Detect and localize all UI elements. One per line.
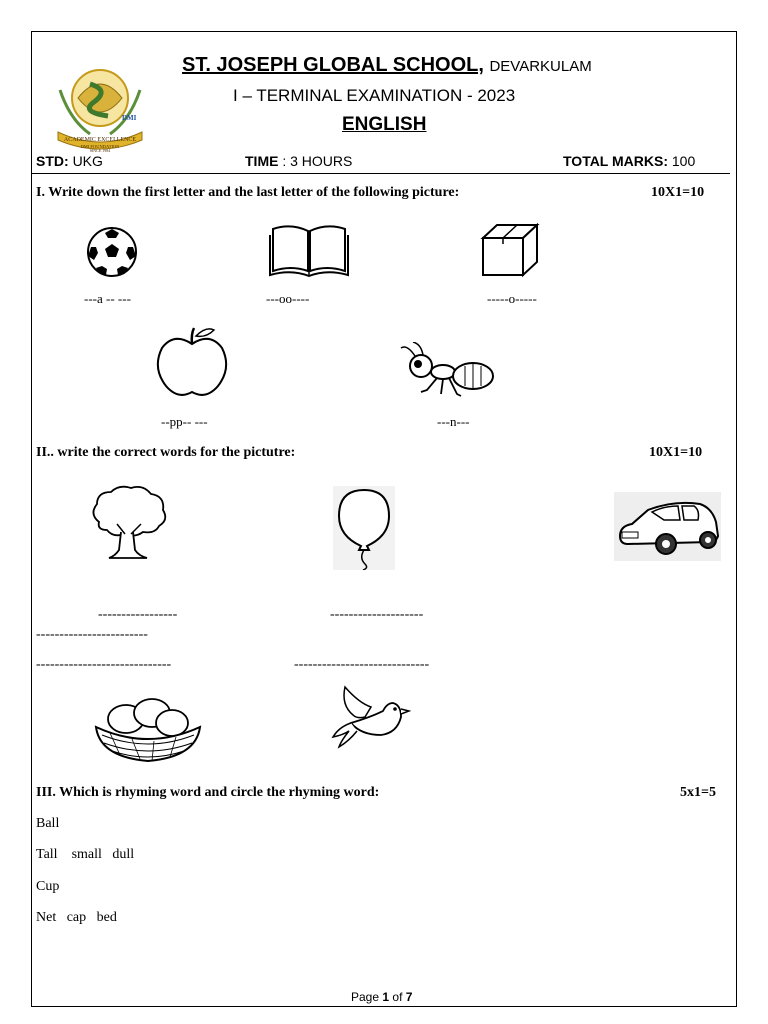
- section1-question: I. Write down the first letter and the last letter of the following picture:: [36, 185, 460, 200]
- hint-apple: --pp-- ---: [161, 414, 208, 429]
- blank-balloon: --------------------: [330, 607, 424, 622]
- hint-ant: ---n---: [437, 414, 470, 429]
- std-label: STD:: [36, 153, 69, 169]
- book-icon: [269, 223, 349, 278]
- total-marks-label: TOTAL MARKS:: [563, 153, 668, 169]
- exam-title: I – TERMINAL EXAMINATION - 2023: [233, 86, 516, 105]
- rhyme-line-1: Ball: [36, 816, 60, 831]
- logo-ribbon-text: ACADEMIC EXCELLENCE: [63, 137, 137, 143]
- logo-since-text: SINCE 1984: [89, 148, 111, 153]
- page-total: 7: [405, 990, 413, 1004]
- rhyme-line-4: Net cap bed: [36, 910, 117, 925]
- hint-ball: ---a -- ---: [84, 291, 131, 306]
- of-label: of: [392, 990, 403, 1004]
- school-location: DEVARKULAM: [489, 58, 592, 75]
- blank-car: ------------------------: [36, 627, 148, 642]
- rhyme-line-3: Cup: [36, 879, 60, 894]
- header-rule: [32, 173, 730, 174]
- rhyme-line-2: Tall small dull: [36, 847, 135, 862]
- section3-marks: 5x1=5: [680, 785, 716, 800]
- ant-icon: [399, 342, 497, 400]
- ball-icon: [86, 226, 138, 278]
- car-icon: [614, 492, 721, 561]
- nest-icon: [92, 687, 204, 765]
- time-label: TIME: [245, 153, 279, 169]
- total-marks-value: 100: [671, 153, 696, 169]
- time-info: [245, 153, 352, 169]
- school-title: [182, 54, 592, 77]
- blank-nest: -----------------------------: [36, 657, 172, 672]
- bird-icon: [331, 683, 411, 751]
- logo-foundation-text: DMI FOUNDATION: [80, 144, 120, 149]
- hint-book: ---oo----: [266, 291, 310, 306]
- logo-dmi-text: DMI: [122, 114, 137, 122]
- apple-icon: [154, 324, 230, 400]
- std-value: UKG: [72, 153, 103, 169]
- section1-marks: 10X1=10: [651, 185, 705, 200]
- subject-title: ENGLISH: [342, 114, 427, 135]
- school-name: ST. JOSEPH GLOBAL SCHOOL,: [182, 54, 484, 76]
- section3-question: III. Which is rhyming word and circle the rhyming word:: [36, 785, 380, 800]
- page-footer: [351, 990, 412, 1004]
- blank-tree: -----------------: [98, 607, 178, 622]
- section2-question: II.. write the correct words for the pictutre:: [36, 445, 296, 460]
- tree-icon: [89, 484, 167, 562]
- page-label: Page: [351, 990, 380, 1004]
- school-logo: [50, 60, 150, 153]
- blank-bird: -----------------------------: [294, 657, 430, 672]
- hint-box: -----o-----: [487, 291, 537, 306]
- box-icon: [479, 222, 541, 278]
- time-value: : 3 HOURS: [282, 153, 353, 169]
- std-info: [36, 153, 103, 169]
- page-number: 1: [382, 990, 390, 1004]
- balloon-icon: [333, 486, 395, 570]
- section2-marks: 10X1=10: [649, 445, 703, 460]
- total-marks-info: [563, 153, 695, 169]
